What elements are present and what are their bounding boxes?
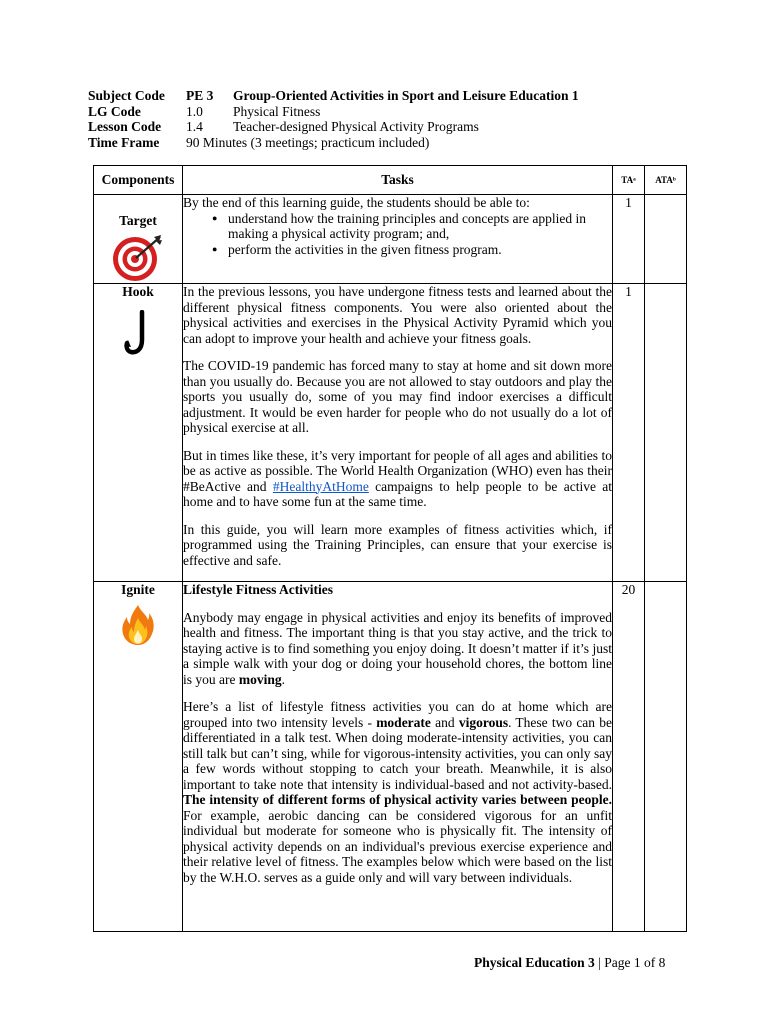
lesson-code-row [88, 119, 579, 135]
time-frame-value: 90 Minutes (3 meetings; practicum included) [186, 134, 430, 150]
subject-code-row [88, 88, 579, 104]
objectives-list [183, 211, 612, 258]
moving-emphasis: moving [238, 671, 282, 687]
moderate-emphasis: moderate [376, 714, 431, 730]
target-ta-value: 1 [613, 195, 645, 284]
ignite-tasks-cell [183, 582, 613, 932]
target-ata-cell [645, 195, 687, 284]
target-label: Target [119, 213, 157, 228]
tasks-header: Tasks [183, 166, 613, 195]
ignite-p1-end: . [281, 671, 285, 687]
footer-subject: Physical Education 3 [474, 955, 595, 970]
hook-paragraph-3-start: But in times like these, it’s very important for people of all ages and abilities to be as active as possible. The World Health Organization (WHO) even has their #BeActive and [183, 447, 612, 494]
ignite-paragraph-2 [183, 699, 612, 885]
objective-item: ● perform the activities in the given fitness program. [212, 242, 612, 258]
healthy-at-home-link[interactable]: #HealthyAtHome [272, 478, 369, 494]
ignite-p2-and: and [430, 714, 459, 730]
lg-code-row [88, 104, 579, 120]
ignite-row [94, 582, 687, 932]
ignite-paragraph-1 [183, 610, 612, 688]
lesson-title: Teacher-designed Physical Activity Programs [233, 119, 479, 134]
subject-code-label: Subject Code [88, 88, 165, 103]
hook-paragraph-2: The COVID-19 pandemic has forced many to stay at home and sit down more than you usually do. Because you are not allowed to stay outdoors and play the sports you usually do, some of you may find indoor exercises a difficult adjustment. It would be even harder for people who do not usually do a lot of physical exercise at all. [183, 358, 612, 435]
intensity-emphasis: The intensity of different forms of physical activity varies between people. [183, 792, 612, 807]
target-component-cell [94, 195, 183, 284]
target-tasks-cell [183, 195, 613, 284]
ta-header: TAᵃ [613, 166, 645, 195]
lg-code-value: 1.0 [186, 103, 203, 119]
components-header: Components [94, 166, 183, 195]
lesson-code-label: Lesson Code [88, 119, 162, 134]
lesson-header [88, 88, 579, 150]
hook-ta-value: 1 [613, 284, 645, 582]
hook-label: Hook [122, 284, 154, 299]
page-footer [474, 955, 665, 971]
hook-paragraph-3-end: campaigns to help people to be active at home and to have some fun at the same time. [183, 478, 613, 509]
target-intro: By the end of this learning guide, the students should be able to: [183, 195, 530, 210]
time-frame-label: Time Frame [88, 134, 160, 150]
ignite-p1-text: Anybody may engage in physical activities and enjoy its benefits of improved health and fitness. The important thing is that you stay active, and the trick to staying active is to find something you enjoy doing. It doesn’t matter if it’s just a simple walk with your dog or doing your household chores, the bottom line is you are [183, 609, 612, 687]
lg-code-label: LG Code [88, 103, 141, 119]
lesson-table [93, 165, 687, 932]
hook-icon [123, 310, 153, 356]
hook-row [94, 284, 687, 582]
ignite-p2-middle: . These two can be differentiated in a talk test. When doing moderate-intensity activities, you can still talk but can’t sing, while for vigorous-intensity activities, you can only say a few words without stopping to catch your breath. Meanwhile, it is also important to take note that intensity is individual-based and not activity-based. [183, 714, 612, 792]
time-frame-row [88, 135, 579, 151]
ignite-component-cell [94, 582, 183, 932]
target-row [94, 195, 687, 284]
hook-paragraph-1: In the previous lessons, you have undergone fitness tests and learned about the different physical fitness components. You were also oriented about the physical activities and exercises in the Physical Activity Pyramid which you can adopt to improve your health and achieve your fitness goals. [183, 284, 612, 346]
ignite-p2-end: For example, aerobic dancing can be considered vigorous for an unfit individual but moderate for someone who is physically fit. The intensity of physical activity depends on an individual's previous exercise experience and their relative level of fitness. The examples below which were based on the list by the W.H.O. serves as a guide only and will vary between individuals. [183, 807, 612, 885]
lg-title: Physical Fitness [233, 103, 321, 119]
ignite-section-title: Lifestyle Fitness Activities [183, 582, 333, 597]
subject-code-value: PE 3 [186, 88, 214, 103]
flame-icon [121, 604, 155, 646]
hook-tasks-cell [183, 284, 613, 582]
hook-paragraph-3 [183, 448, 612, 510]
footer-page-number: Page 1 of 8 [604, 955, 666, 970]
vigorous-emphasis: vigorous [458, 714, 509, 730]
ignite-p2-start: Here’s a list of lifestyle fitness activities you can do at home which are grouped into two intensity levels - [183, 699, 612, 730]
ignite-ata-cell [645, 582, 687, 932]
hook-paragraph-4: In this guide, you will learn more examples of fitness activities which, if programmed using the Training Principles, can ensure that your exercise is effective and safe. [183, 521, 612, 568]
ignite-label: Ignite [121, 582, 155, 597]
hook-ata-cell [645, 284, 687, 582]
table-header-row [94, 166, 687, 195]
objective-item: ● understand how the training principles and concepts are applied in making a physical activity program; and, [212, 211, 612, 242]
footer-separator: | [594, 955, 605, 970]
subject-title: Group-Oriented Activities in Sport and Leisure Education 1 [233, 88, 579, 103]
target-icon [110, 233, 166, 283]
ignite-ta-value: 20 [613, 582, 645, 932]
lesson-code-value: 1.4 [186, 119, 203, 134]
ata-header: ATAᵇ [645, 166, 687, 195]
hook-component-cell [94, 284, 183, 582]
